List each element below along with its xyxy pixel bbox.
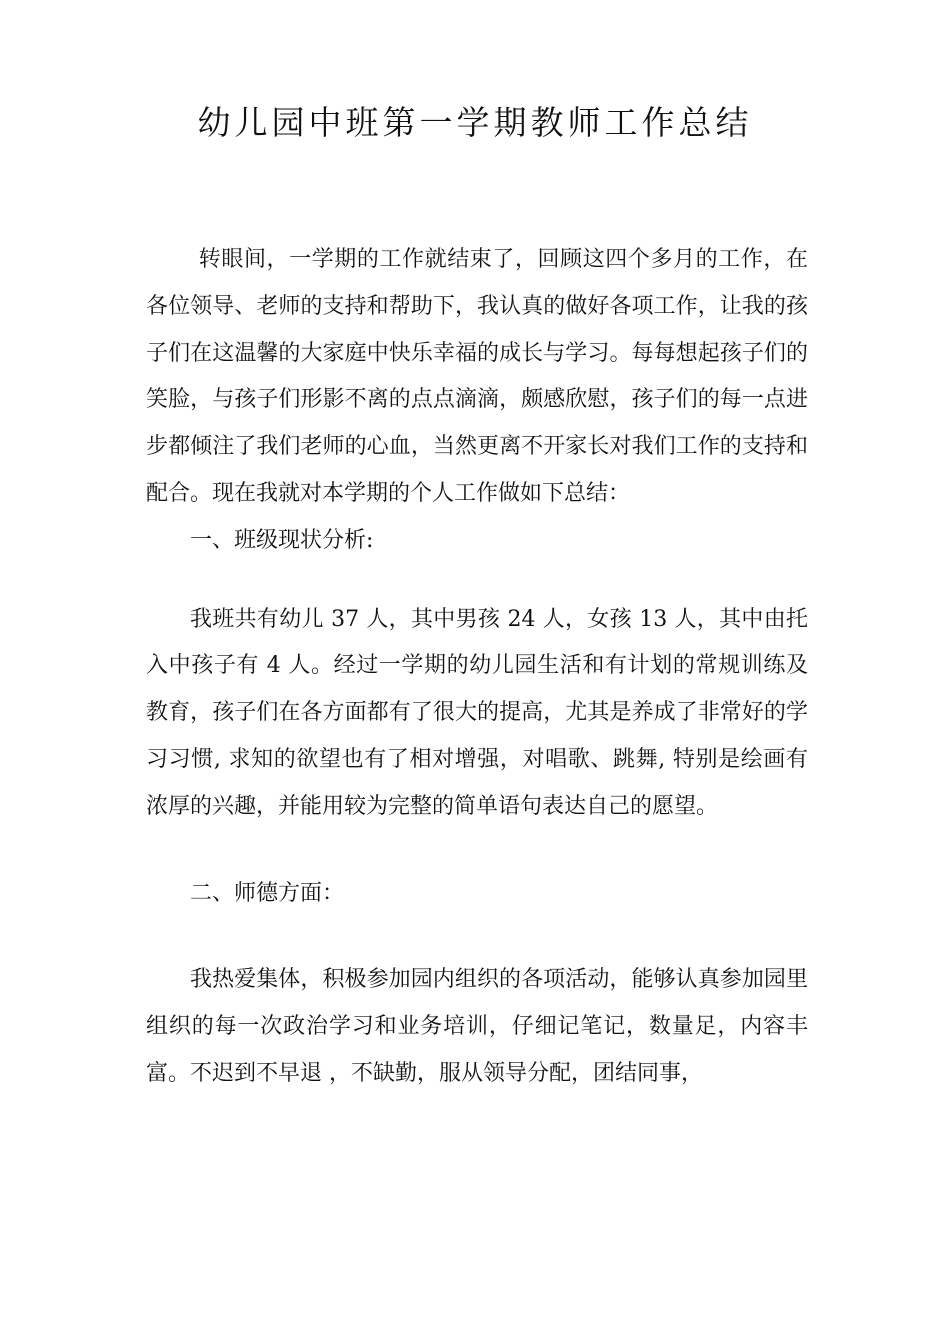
document-title: 幼儿园中班第一学期教师工作总结: [197, 103, 753, 142]
section-heading-class-analysis: 一、班级现状分析:: [190, 527, 374, 553]
document-body: [146, 237, 808, 1098]
teacher-ethics-paragraph: 我热爱集体，积极参加园内组织的各项活动，能够认真参加园里组织的每一次政治学习和业务培训，仔细记笔记，数量足，内容丰富。不迟到不早退 ，不缺勤，服从领导分配，团结同事，: [146, 967, 808, 1086]
intro-paragraph: 转眼间，一学期的工作就结束了，回顾这四个多月的工作，在各位领导、老师的支持和帮助下，我认真的做好各项工作，让我的孩子们在这温馨的大家庭中快乐幸福的成长与学习。每每想起孩子们的笑脸，与孩子们形影不离的点点滴滴，颇感欣慰，孩子们的每一点进步都倾注了我们老师的心血，当然更离不开家长对我们工作的支持和配合。现在我就对本学期的个人工作做如下总结：: [146, 247, 808, 506]
section-heading-teacher-ethics: 二、师德方面：: [190, 880, 345, 906]
class-analysis-paragraph: 我班共有幼儿 37 人，其中男孩 24 人，女孩 13 人，其中由托入中孩子有 4 人。经过一学期的幼儿园生活和有计划的常规训练及教育，孩子们在各方面都有了很大的提高，尤其是养成了非常好的学习习惯, 求知的欲望也有了相对增强，对唱歌、跳舞, 特别是绘画有浓厚的兴趣，并能用较为完整的简单语句表达自己的愿望。: [146, 606, 808, 819]
